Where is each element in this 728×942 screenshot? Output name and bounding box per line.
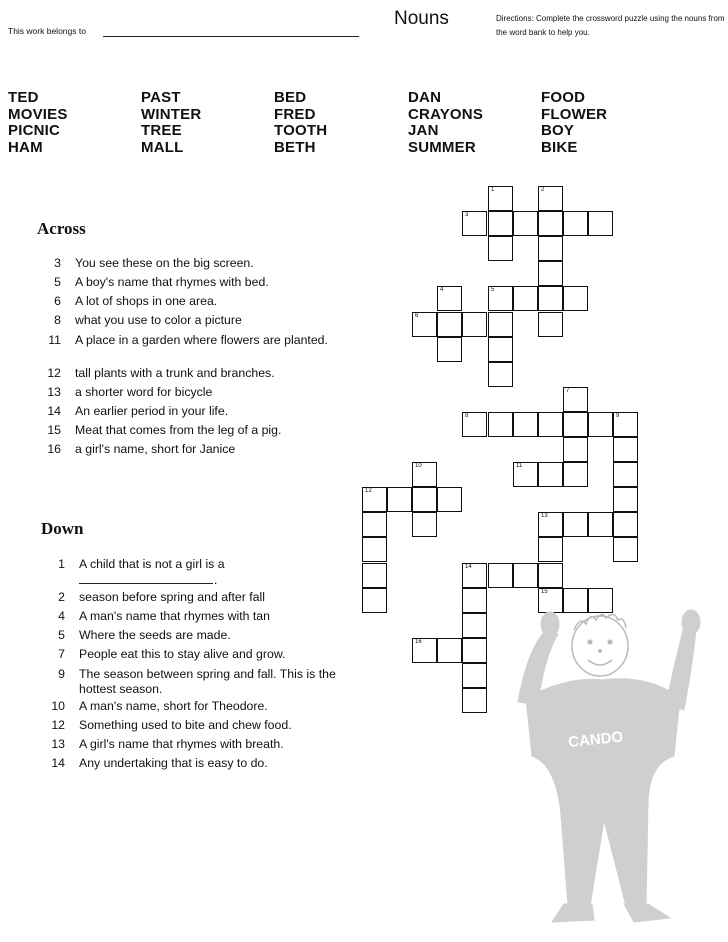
clue-text: a girl's name, short for Janice	[75, 442, 236, 456]
word-bank-word: FLOWER	[541, 105, 608, 123]
clue-number: 16	[47, 442, 61, 456]
clue-text: A girl's name that rhymes with breath.	[79, 737, 284, 751]
clue-number: 11	[48, 333, 61, 347]
crossword-cell[interactable]	[462, 563, 487, 588]
crossword-cell[interactable]	[538, 286, 563, 311]
clue-number: 9	[58, 667, 65, 681]
clue-text: Any undertaking that is easy to do.	[79, 756, 268, 770]
clue-text: season before spring and after fall	[79, 590, 265, 604]
clue-number: 15	[47, 423, 61, 437]
clue-number: 5	[54, 275, 61, 289]
clue-text: a shorter word for bicycle	[75, 385, 213, 399]
word-bank-word: TED	[8, 89, 39, 106]
crossword-cell[interactable]	[462, 688, 487, 713]
crossword-cell[interactable]	[563, 412, 588, 437]
crossword-cell[interactable]	[563, 462, 588, 487]
nose	[598, 649, 602, 653]
crossword-cell[interactable]	[538, 312, 563, 337]
crossword-cell[interactable]	[538, 512, 563, 537]
word-bank-word: MALL	[141, 138, 184, 156]
head	[572, 616, 628, 676]
answer-blank-line	[79, 583, 213, 584]
owner-label: This work belongs to	[8, 26, 86, 36]
word-bank-word: FOOD	[541, 89, 586, 106]
crossword-cell[interactable]	[362, 487, 387, 512]
cell-number: 10	[415, 463, 422, 469]
clue-number: 10	[51, 699, 65, 713]
word-bank-word: BETH	[274, 138, 316, 156]
word-bank-column	[541, 90, 607, 156]
crossword-cell[interactable]	[588, 512, 613, 537]
crossword-cell[interactable]	[362, 512, 387, 537]
crossword-cell[interactable]	[412, 462, 437, 487]
crossword-cell[interactable]	[412, 487, 437, 512]
crossword-cell[interactable]	[563, 387, 588, 412]
page-title: Nouns	[394, 8, 449, 29]
clue-text: A man's name, short for Theodore.	[79, 699, 268, 713]
crossword-cell[interactable]	[412, 512, 437, 537]
crossword-cell[interactable]	[513, 563, 538, 588]
word-bank-word: WINTER	[141, 105, 202, 123]
word-bank-word: DAN	[408, 89, 442, 106]
cando-boy-illustration	[498, 606, 728, 942]
clue-number: 14	[47, 404, 61, 418]
word-bank-column	[274, 90, 327, 156]
crossword-cell[interactable]	[613, 412, 638, 437]
cell-number: 16	[415, 639, 422, 645]
word-bank-word: CRAYONS	[408, 105, 484, 123]
crossword-cell[interactable]	[513, 286, 538, 311]
crossword-cell[interactable]	[462, 312, 487, 337]
word-bank-column	[141, 90, 201, 156]
crossword-cell[interactable]	[513, 412, 538, 437]
crossword-cell[interactable]	[362, 537, 387, 562]
word-bank-word: HAM	[8, 138, 43, 156]
clue-text: A man's name that rhymes with tan	[79, 609, 270, 623]
crossword-cell[interactable]	[462, 412, 487, 437]
crossword-cell[interactable]	[613, 462, 638, 487]
clue-number: 4	[58, 609, 65, 623]
crossword-cell[interactable]	[563, 286, 588, 311]
crossword-cell[interactable]	[488, 186, 513, 211]
crossword-cell[interactable]	[588, 412, 613, 437]
cell-number: 2	[541, 187, 545, 193]
clue-number: 2	[58, 590, 65, 604]
word-bank-word: BIKE	[541, 138, 578, 156]
cell-number: 4	[440, 287, 444, 293]
cell-number: 15	[541, 589, 548, 595]
clue-number: 5	[58, 628, 65, 642]
clue-number: 7	[58, 647, 65, 661]
word-bank-word: BOY	[541, 122, 575, 140]
crossword-cell[interactable]	[488, 312, 513, 337]
crossword-cell[interactable]	[563, 437, 588, 462]
crossword-cell[interactable]	[538, 261, 563, 286]
clue-number: 12	[51, 718, 65, 732]
crossword-cell[interactable]	[488, 563, 513, 588]
crossword-cell[interactable]	[387, 487, 412, 512]
word-bank-word: FRED	[274, 105, 316, 123]
left-eye	[588, 640, 593, 645]
clue-number: 13	[51, 737, 65, 751]
shirt-logo: CANDO	[567, 728, 624, 752]
cell-number: 5	[491, 287, 495, 293]
word-bank-word: BED	[274, 89, 307, 106]
clue-text: An earlier period in your life.	[75, 404, 229, 418]
cell-number: 8	[465, 413, 469, 419]
cell-number: 1	[491, 187, 495, 193]
crossword-cell[interactable]	[563, 211, 588, 236]
clue-number: 6	[54, 294, 61, 308]
crossword-cell[interactable]	[613, 437, 638, 462]
clue-text: Meat that comes from the leg of a pig.	[75, 423, 282, 437]
crossword-cell[interactable]	[488, 211, 513, 236]
word-bank-word: JAN	[408, 122, 439, 140]
clue-text: A place in a garden where flowers are planted.	[75, 333, 328, 347]
clue-text: tall plants with a trunk and branches.	[75, 366, 275, 380]
crossword-cell[interactable]	[437, 286, 462, 311]
clue-number: 1	[58, 557, 65, 571]
crossword-cell[interactable]	[513, 211, 538, 236]
left-shoe	[552, 904, 594, 922]
clue-number: 13	[47, 385, 61, 399]
cell-number: 3	[465, 212, 469, 218]
crossword-cell[interactable]	[613, 487, 638, 512]
left-hand	[541, 612, 559, 636]
word-bank-word: TREE	[141, 122, 182, 140]
crossword-cell[interactable]	[412, 638, 437, 663]
crossword-cell[interactable]	[613, 512, 638, 537]
owner-name-line[interactable]	[103, 36, 359, 37]
word-bank-column	[8, 90, 68, 156]
crossword-cell[interactable]	[513, 462, 538, 487]
clue-text: People eat this to stay alive and grow.	[79, 647, 286, 661]
crossword-cell[interactable]	[488, 337, 513, 362]
crossword-cell[interactable]	[488, 362, 513, 387]
crossword-cell[interactable]	[538, 563, 563, 588]
clue-text: what you use to color a picture	[75, 313, 242, 327]
crossword-cell[interactable]	[437, 312, 462, 337]
clue-number: 3	[54, 256, 61, 270]
clue-number: 12	[47, 366, 61, 380]
clue-number: 14	[51, 756, 65, 770]
crossword-cell[interactable]	[538, 462, 563, 487]
crossword-cell[interactable]	[488, 236, 513, 261]
crossword-cell[interactable]	[462, 638, 487, 663]
word-bank-word: MOVIES	[8, 105, 68, 123]
word-bank-word: PAST	[141, 89, 181, 106]
crossword-cell[interactable]	[588, 211, 613, 236]
down-heading: Down	[41, 519, 84, 538]
right-shoe	[624, 904, 670, 922]
cell-number: 9	[616, 413, 620, 419]
right-hand	[682, 610, 700, 634]
cell-number: 14	[465, 564, 472, 570]
cell-number: 13	[541, 513, 548, 519]
crossword-cell[interactable]	[613, 537, 638, 562]
clue-number: 8	[54, 313, 61, 327]
crossword-cell[interactable]	[538, 537, 563, 562]
crossword-cell[interactable]	[462, 211, 487, 236]
right-eye	[608, 640, 613, 645]
crossword-cell[interactable]	[362, 588, 387, 613]
crossword-cell[interactable]	[538, 412, 563, 437]
clue-text: You see these on the big screen.	[75, 256, 254, 270]
crossword-cell[interactable]	[462, 613, 487, 638]
cell-number: 7	[566, 388, 570, 394]
crossword-cell[interactable]	[538, 211, 563, 236]
clue-text: The season between spring and fall. This is the hottest season.	[79, 667, 336, 696]
crossword-cell[interactable]	[488, 412, 513, 437]
clue-text: Something used to bite and chew food.	[79, 718, 292, 732]
clue-text: A boy's name that rhymes with bed.	[75, 275, 269, 289]
crossword-cell[interactable]	[462, 588, 487, 613]
crossword-cell[interactable]	[538, 236, 563, 261]
crossword-cell[interactable]	[412, 312, 437, 337]
crossword-cell[interactable]	[437, 337, 462, 362]
across-heading: Across	[37, 219, 86, 238]
cell-number: 12	[365, 488, 372, 494]
word-bank-word: TOOTH	[274, 122, 328, 140]
cell-number: 6	[415, 313, 419, 319]
crossword-cell[interactable]	[462, 663, 487, 688]
word-bank-word: SUMMER	[408, 138, 476, 156]
clue-text: A lot of shops in one area.	[75, 294, 218, 308]
crossword-cell[interactable]	[538, 186, 563, 211]
cell-number: 11	[516, 463, 523, 469]
crossword-cell[interactable]	[488, 286, 513, 311]
crossword-cell[interactable]	[362, 563, 387, 588]
crossword-cell[interactable]	[563, 512, 588, 537]
word-bank-column	[408, 90, 483, 156]
blank-period: .	[214, 573, 218, 587]
clue-text: Where the seeds are made.	[79, 628, 231, 642]
pants	[560, 802, 648, 906]
word-bank-word: PICNIC	[8, 122, 61, 140]
directions-text: Directions: Complete the crossword puzzle using the nouns from the word bank to help you.	[496, 14, 725, 37]
clue-text: A child that is not a girl is a	[79, 557, 225, 571]
crossword-cell[interactable]	[437, 638, 462, 663]
crossword-cell[interactable]	[437, 487, 462, 512]
